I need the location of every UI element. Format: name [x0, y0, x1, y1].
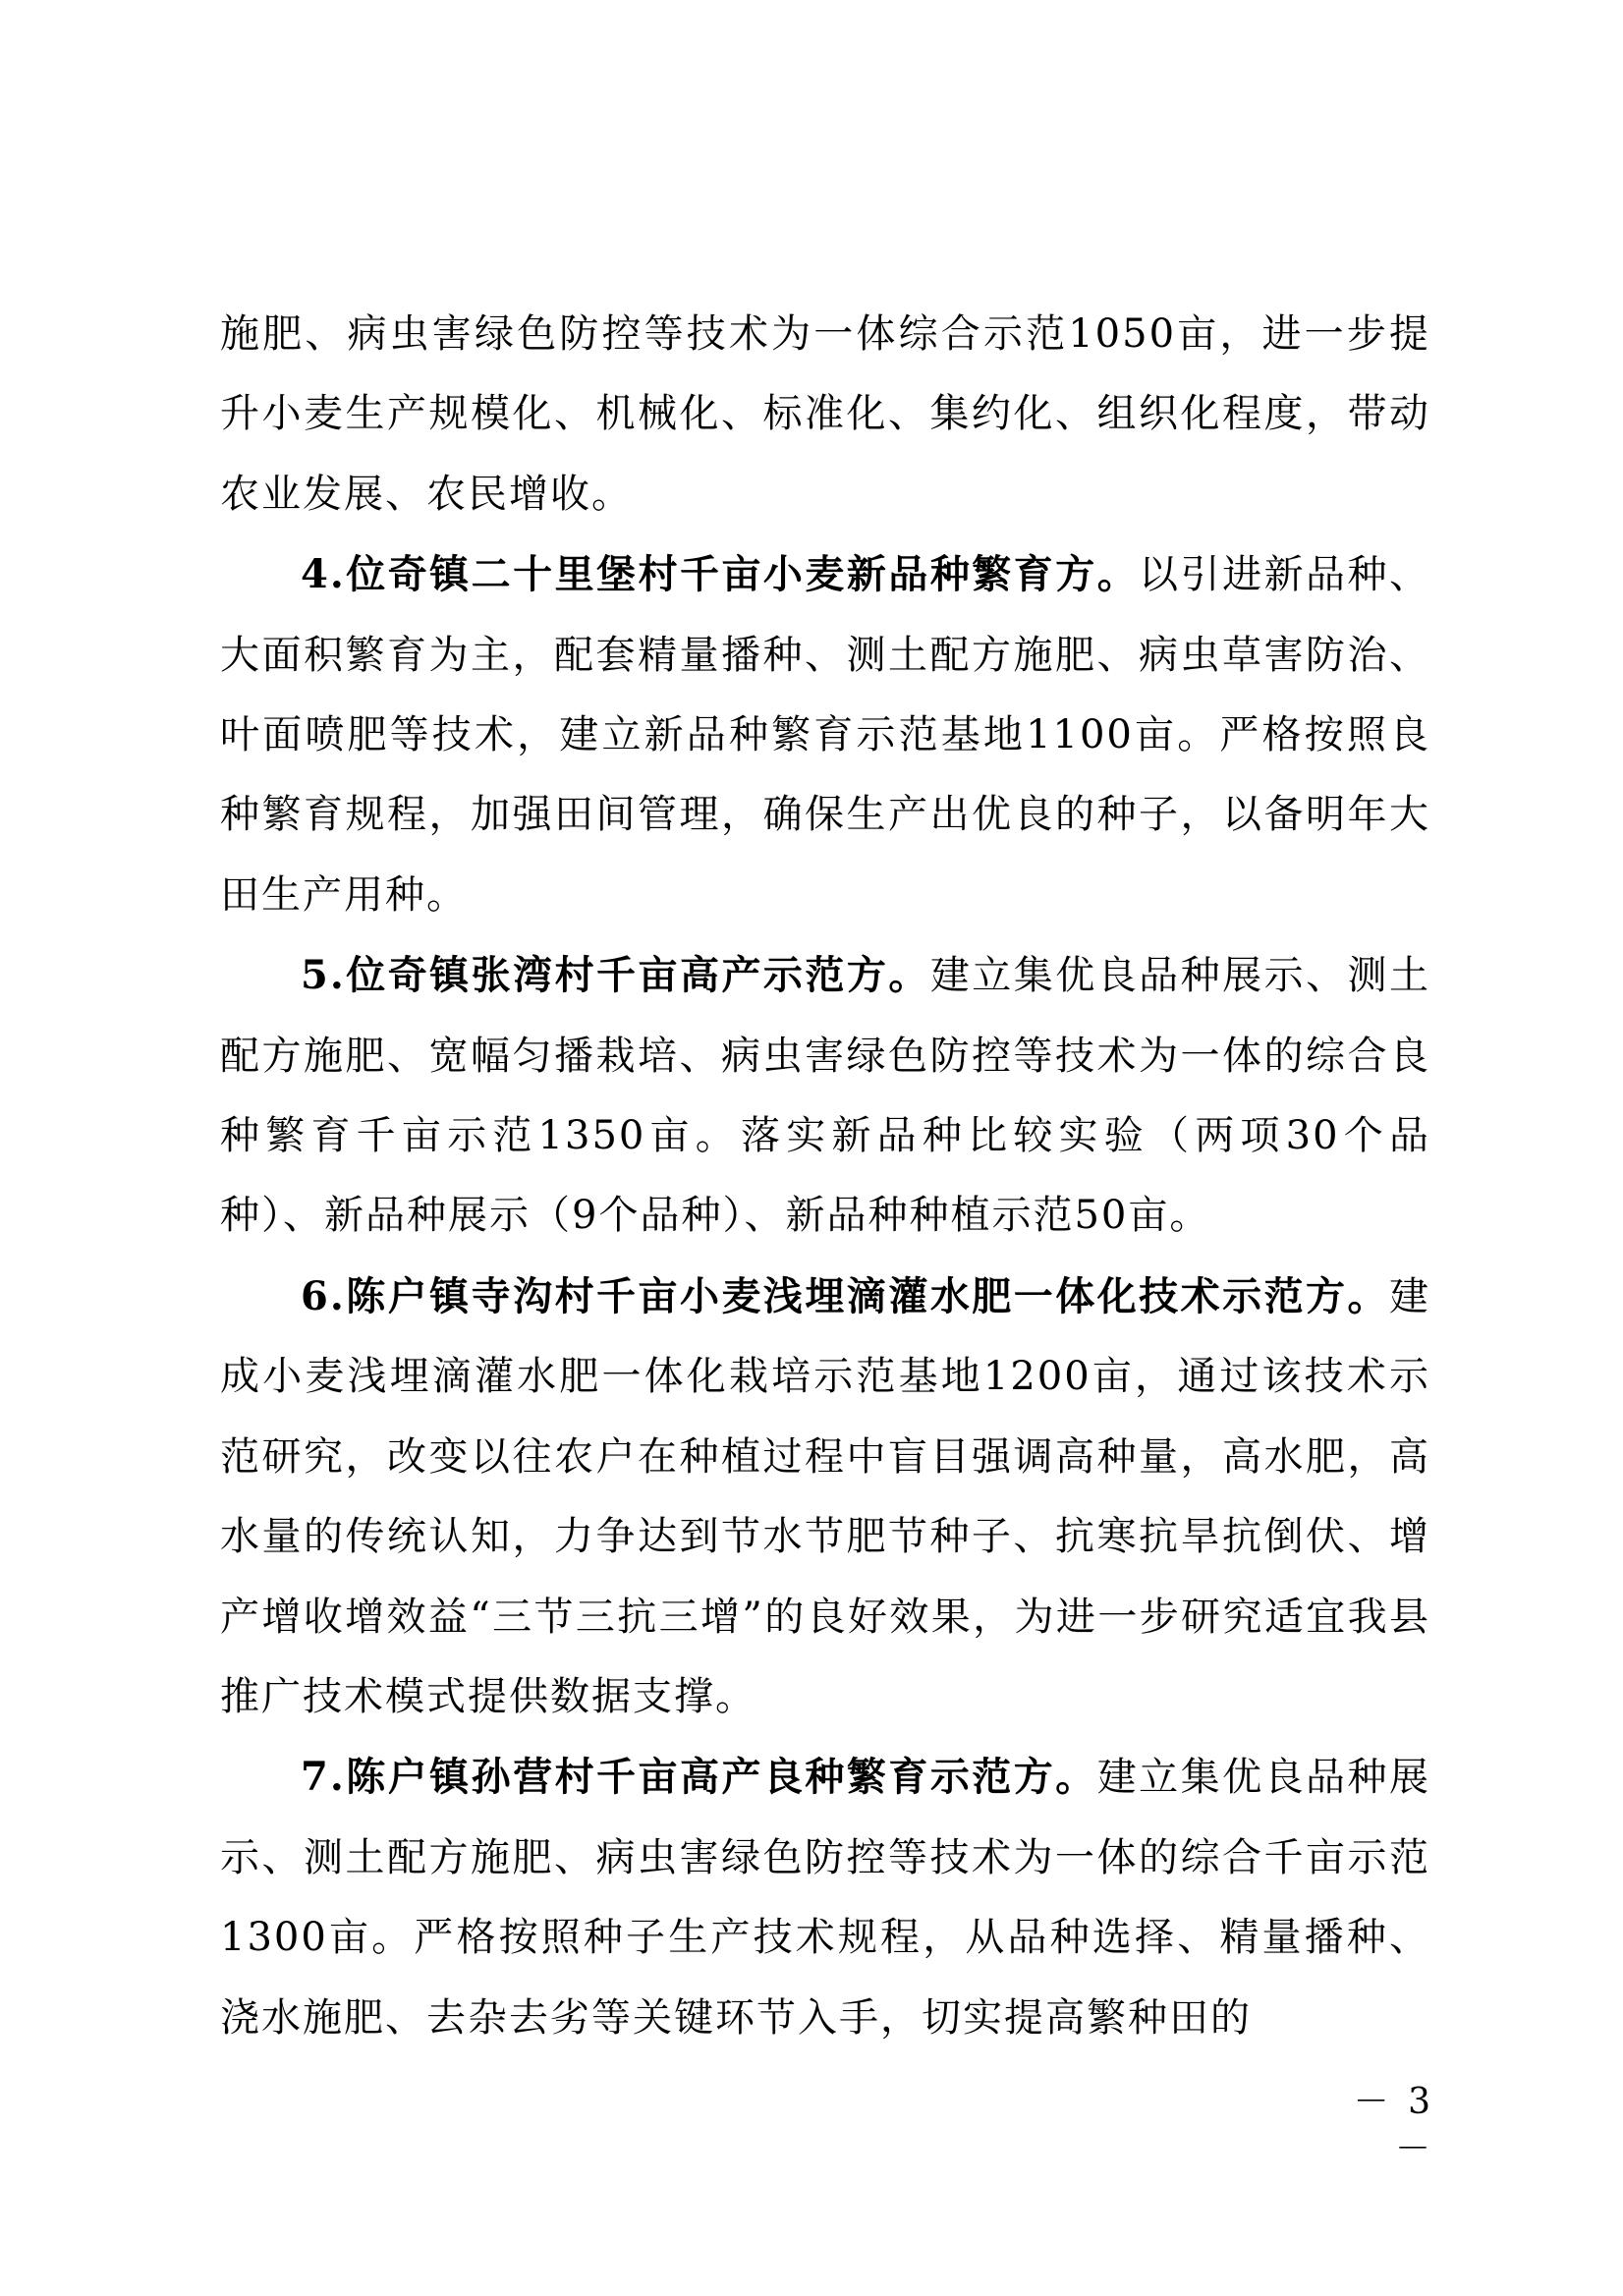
paragraph-item-4 [220, 534, 1430, 935]
paragraph-heading: 7.陈户镇孙营村千亩高产良种繁育示范方。 [301, 1754, 1097, 1801]
paragraph-text: 以引进新品种、大面积繁育为主，配套精量播种、测土配方施肥、病虫草害防治、叶面喷肥等技术，建立新品种繁育示范基地1100亩。严格按照良种繁育规程，加强田间管理，确保生产出优良的种子，以备明年大田生产用种。 [220, 552, 1430, 918]
document-body [220, 295, 1430, 2058]
paragraph-continuation [220, 295, 1430, 534]
page-number: － 3 － [1353, 2082, 1434, 2169]
paragraph-text: 建立集优良品种展示、测土配方施肥、宽幅匀播栽培、病虫害绿色防控等技术为一体的综合良种繁育千亩示范1350亩。落实新品种比较实验（两项30个品种）、新品种展示（9个品种）、新品种种植示范50亩。 [220, 953, 1431, 1239]
paragraph-text: 施肥、病虫害绿色防控等技术为一体综合示范1050亩，进一步提升小麦生产规模化、机械化、标准化、集约化、组织化程度，带动农业发展、农民增收。 [220, 311, 1430, 517]
paragraph-item-5 [220, 935, 1430, 1257]
paragraph-text: 建立集优良品种展示、测土配方施肥、病虫害绿色防控等技术为一体的综合千亩示范1300亩。严格按照种子生产技术规程，从品种选择、精量播种、浇水施肥、去杂去劣等关键环节入手，切实提高繁种田的 [220, 1755, 1430, 2041]
paragraph-text: 建成小麦浅埋滴灌水肥一体化栽培示范基地1200亩，通过该技术示范研究，改变以往农户在种植过程中盲目强调高种量，高水肥，高水量的传统认知，力争达到节水节肥节种子、抗寒抗旱抗倒伏、增产增收增效益“三节三抗三增”的良好效果，为进一步研究适宜我县推广技术模式提供数据支撑。 [220, 1273, 1430, 1719]
paragraph-heading: 5.位奇镇张湾村千亩高产示范方。 [301, 952, 930, 999]
paragraph-item-6 [220, 1257, 1430, 1737]
paragraph-heading: 4.位奇镇二十里堡村千亩小麦新品种繁育方。 [301, 551, 1140, 598]
paragraph-heading: 6.陈户镇寺沟村千亩小麦浅埋滴灌水肥一体化技术示范方。 [301, 1272, 1389, 1319]
paragraph-item-7 [220, 1737, 1430, 2058]
